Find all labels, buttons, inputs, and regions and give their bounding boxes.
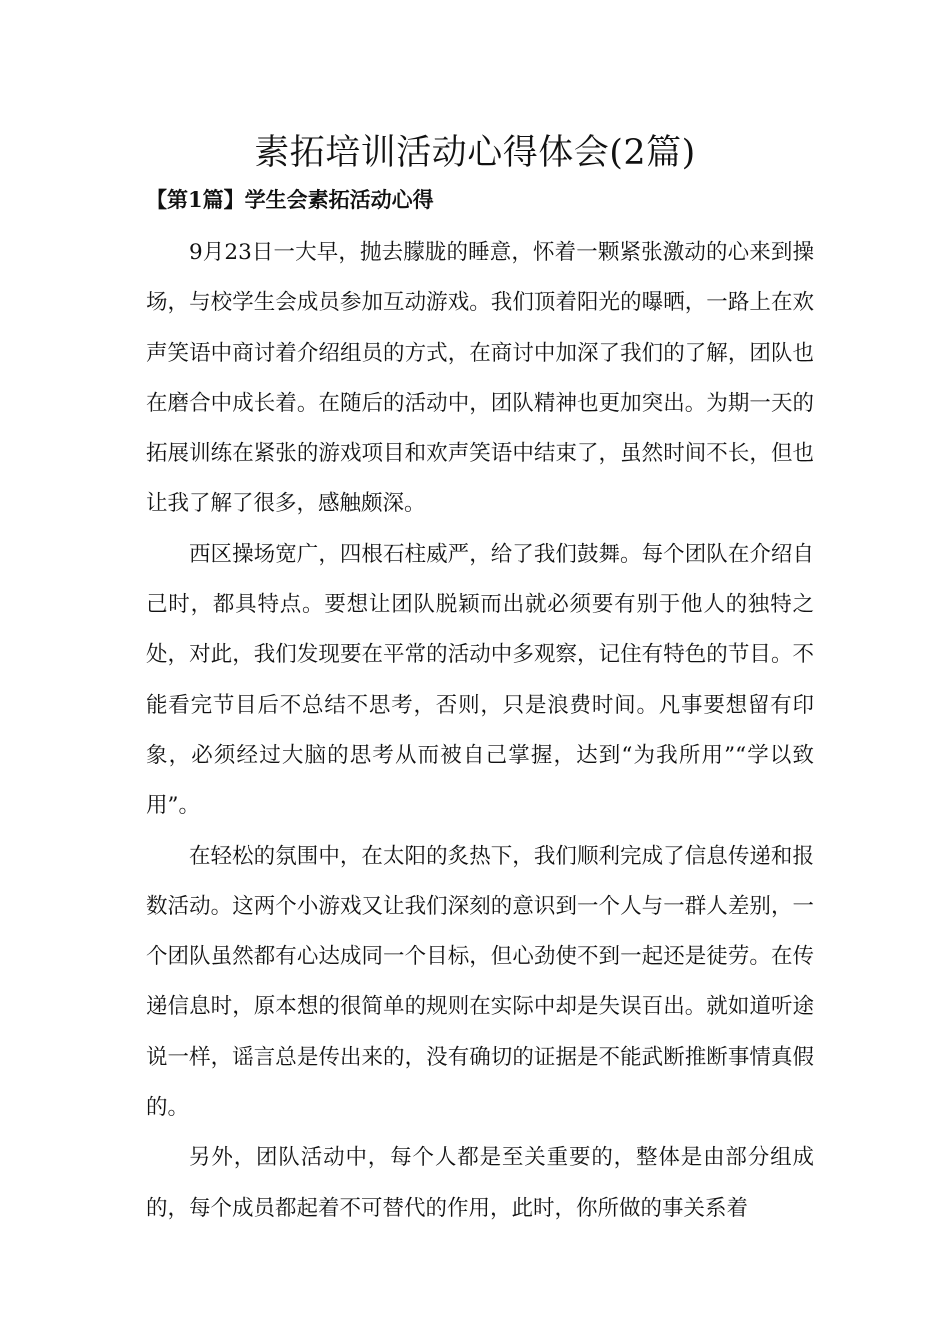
document-title: 素拓培训活动心得体会(2篇) <box>254 133 696 173</box>
paragraph: 另外，团队活动中，每个人都是至关重要的，整体是由部分组成的，每个成员都起着不可替代的作用，此时，你所做的事关系着 <box>146 1145 814 1221</box>
section-heading: 【第1篇】学生会素拓活动心得 <box>146 187 434 212</box>
paragraph: 在轻松的氛围中，在太阳的炙热下，我们顺利完成了信息传递和报数活动。这两个小游戏又让我们深刻的意识到一个人与一群人差别，一个团队虽然都有心达成同一个目标，但心劲使不到一起还是徒劳。在传递信息时，原本想的很简单的规则在实际中却是失误百出。就如道听途说一样，谣言总是传出来的，没有确切的证据是不能武断推断事情真假的。 <box>146 843 814 1121</box>
paragraph: 9月23日一大早，抛去朦胧的睡意，怀着一颗紧张激动的心来到操场，与校学生会成员参加互动游戏。我们顶着阳光的曝晒，一路上在欢声笑语中商讨着介绍组员的方式，在商讨中加深了我们的了解，团队也在磨合中成长着。在随后的活动中，团队精神也更加突出。为期一天的拓展训练在紧张的游戏项目和欢声笑语中结束了，虽然时间不长，但也让我了解了很多，感触颇深。 <box>146 240 814 517</box>
document-body <box>146 228 814 1234</box>
paragraph: 西区操场宽广，四根石柱威严，给了我们鼓舞。每个团队在介绍自己时，都具特点。要想让团队脱颖而出就必须要有别于他人的独特之处，对此，我们发现要在平常的活动中多观察，记住有特色的节目。不能看完节目后不总结不思考，否则，只是浪费时间。凡事要想留有印象，必须经过大脑的思考从而被自己掌握，达到“为我所用”“学以致用”。 <box>146 541 814 819</box>
